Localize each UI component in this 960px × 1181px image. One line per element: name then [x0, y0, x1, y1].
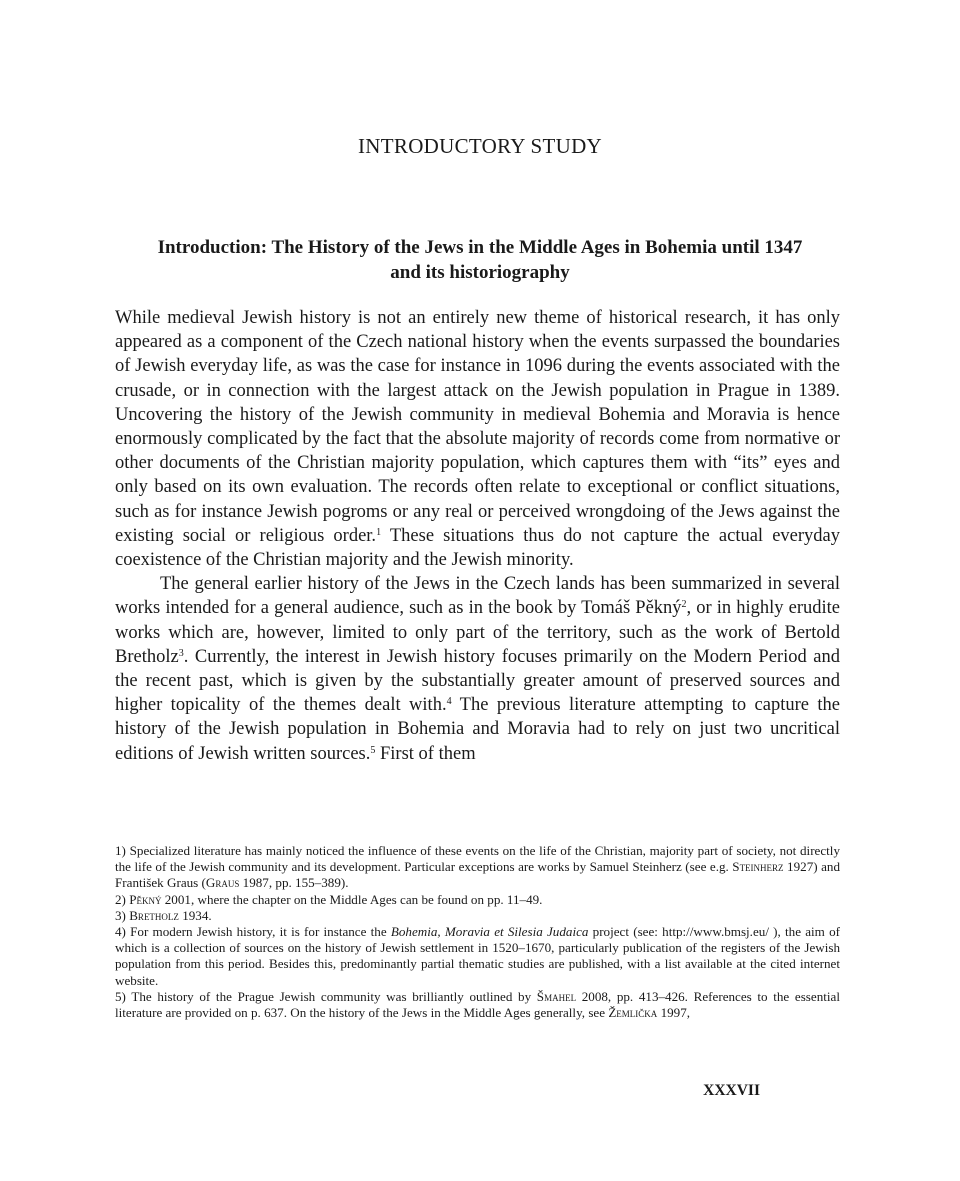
footnotes	[115, 843, 840, 1021]
footnote-1-text-b: 1927) and František Graus (	[115, 859, 840, 891]
paragraph-2-text-b: , or in highly erudite works which are, however, limited to only part of the territory, such as the work of Bertold Bretholz	[115, 598, 840, 667]
footnote-4-text-b: project (see: http://www.bmsj.eu/ ), the aim of which is a collection of sources on the history of Jewish settlement in 1520–1670, particularly publication of the registers of the Jewish population from this period. Besides this, predominantly partial thematic studies are published, with a list available at the cited internet website.	[115, 924, 840, 988]
footnote-ref-1: 1	[376, 526, 382, 538]
paragraph-2	[115, 572, 840, 766]
paragraph-2-text-a: The general earlier history of the Jews in the Czech lands has been summarized in several works intended for a general audience, such as in the book by Tomáš Pěkný	[115, 574, 840, 619]
footnote-5-author-1: Šmahel	[536, 988, 577, 1004]
footnote-5-text-a: The history of the Prague Jewish community was brilliantly outlined by	[131, 988, 537, 1004]
footnote-ref-2: 2	[681, 599, 687, 611]
paragraph-1-text-b: These situations thus do not capture the actual everyday coexistence of the Christian majority and the Jewish minority.	[115, 525, 840, 571]
footnote-2-number: 2)	[115, 891, 126, 907]
footnote-5-text-c: 1997,	[657, 1005, 691, 1021]
chapter-title	[115, 235, 845, 285]
footnote-3-text: 1934.	[178, 907, 212, 923]
footnote-2-text: 2001, where the chapter on the Middle Ages can be found on pp. 11–49.	[161, 891, 543, 907]
body-text	[115, 306, 840, 766]
footnote-1-author-2: Graus	[205, 875, 240, 891]
footnote-3	[115, 908, 840, 924]
footnote-1-text-c: 1987, pp. 155–389).	[239, 875, 349, 891]
footnote-ref-3: 3	[178, 647, 184, 659]
paragraph-2-text-e: First of them	[375, 743, 476, 764]
footnote-4-number: 4)	[115, 924, 126, 940]
footnote-5	[115, 989, 840, 1021]
paragraph-2-text-c: . Currently, the interest in Jewish history focuses primarily on the Modern Period and the recent past, which is given by the substantially greater amount of preserved sources and higher topicality of the themes dealt with.	[115, 646, 840, 716]
paragraph-2-text-d: The previous literature attempting to capture the history of the Jewish population in Bohemia and Moravia had to rely on just two uncritical editions of Jewish written sources.	[115, 695, 841, 764]
paragraph-1	[115, 306, 840, 572]
footnote-ref-4: 4	[446, 696, 452, 708]
page-number: XXXVII	[703, 1082, 760, 1099]
footnote-5-author-2: Žemlička	[608, 1005, 658, 1021]
section-title: INTRODUCTORY STUDY	[358, 134, 602, 158]
footnote-1	[115, 843, 840, 892]
footnote-1-number: 1)	[115, 843, 126, 858]
chapter-title-line-2: and its historiography	[390, 262, 570, 283]
footnote-1-text-a: Specialized literature has mainly noticed the influence of these events on the life of the Christian, majority part of society, not directly the life of the Jewish community and its development. Particular exceptions are works by Samuel Steinherz (see e.g.	[115, 843, 840, 875]
footnote-2-author: Pěkný	[129, 891, 162, 907]
footnote-1-author-1: Steinherz	[732, 859, 784, 875]
footnote-3-author: Bretholz	[129, 907, 179, 923]
footnote-4	[115, 924, 840, 989]
footnote-3-number: 3)	[115, 907, 126, 923]
footnote-4-project-title: Bohemia, Moravia et Silesia Judaica	[390, 924, 589, 940]
footnote-2	[115, 892, 840, 908]
paragraph-1-text-a: While medieval Jewish history is not an entirely new theme of historical research, it has only appeared as a component of the Czech national history when the events surpassed the boundaries of Jewish everyday life, as was the case for instance in 1096 during the events associated with the crusade, or in connection with the largest attack on the Jewish population in Prague in 1389. Uncovering the history of the Jewish community in medieval Bohemia and Moravia is hence enormously complicated by the fact that the absolute majority of records come from normative or other documents of the Christian majority population, which captures them with “its” eyes and only based on its own evaluation. The records often relate to exceptional or conflict situations, such as for instance Jewish pogroms or any real or perceived wrongdoing of the Jews against the existing social or religious order.	[115, 308, 840, 546]
footnote-4-text-a: For modern Jewish history, it is for instance the	[130, 924, 391, 940]
footnote-5-text-b: 2008, pp. 413–426. References to the essential literature are provided on p. 637. On the history of the Jews in the Middle Ages generally, see	[115, 988, 840, 1021]
chapter-title-line-1: Introduction: The History of the Jews in the Middle Ages in Bohemia until 1347	[157, 237, 803, 258]
footnote-ref-5: 5	[370, 744, 376, 756]
footnote-5-number: 5)	[115, 988, 126, 1004]
